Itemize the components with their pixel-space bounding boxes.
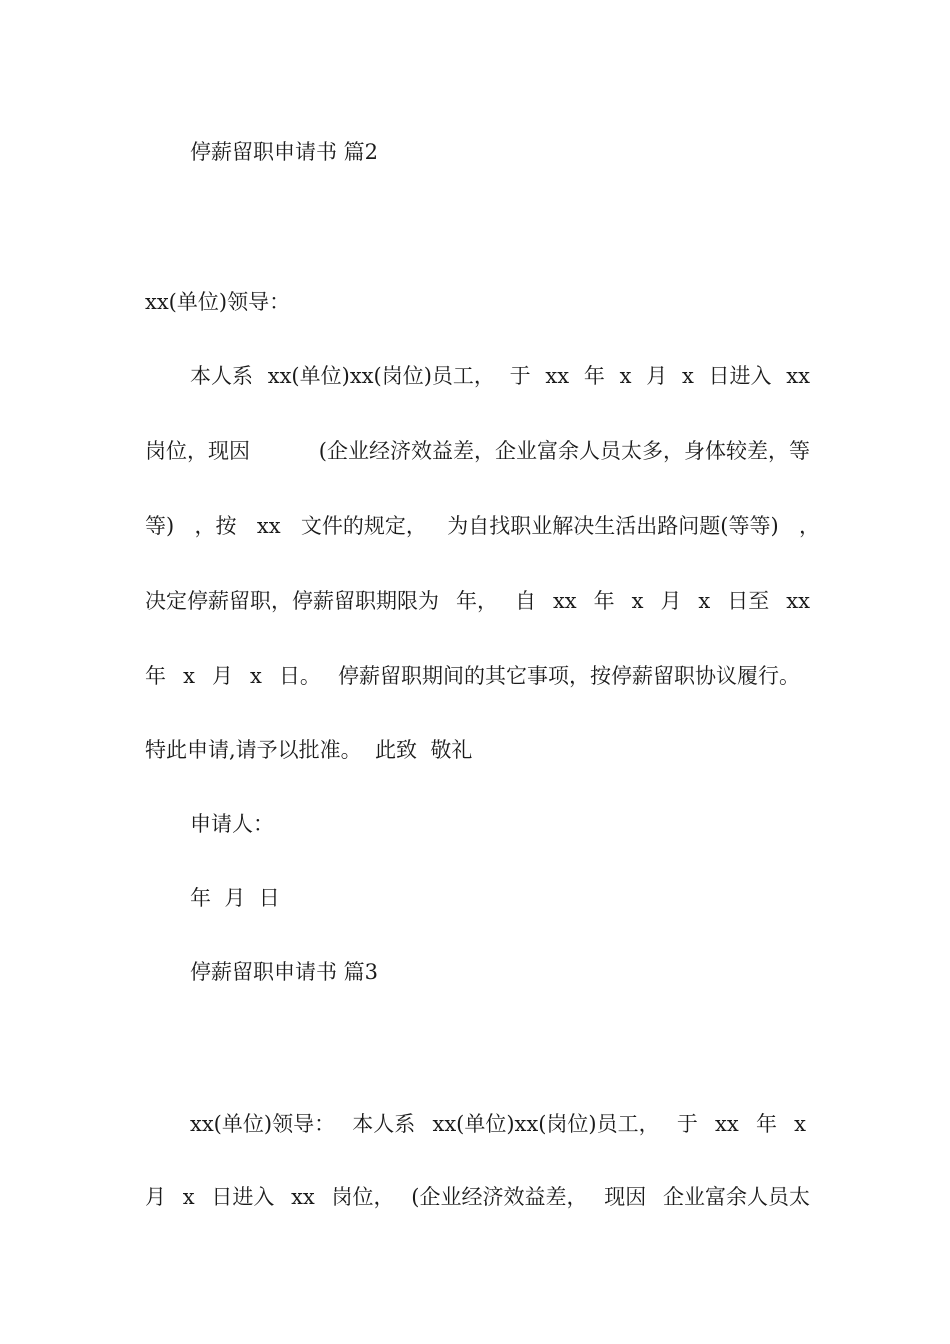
body-line-2: [145, 437, 810, 465]
text-run: x: [794, 1112, 806, 1136]
text-run: 本人系: [352, 1112, 416, 1136]
text-run: 年: [145, 664, 166, 688]
text-run: 日至: [727, 589, 770, 613]
body-line-5: [145, 662, 800, 690]
text-run: 岗位，现因: [145, 439, 250, 463]
salutation: xx(单位)领导：: [145, 290, 291, 314]
text-run: x: [619, 364, 632, 388]
section-heading-3: 停薪留职申请书 篇3: [190, 960, 379, 984]
text-run: x: [631, 589, 644, 613]
text-run: (企业经济效益差，: [411, 1185, 588, 1209]
text-run: 为自找职业解决生活出路问题(等等): [447, 514, 779, 538]
text-run: 日。: [278, 664, 321, 688]
text-run: ，按: [194, 514, 237, 538]
text-run: xx: [256, 514, 281, 538]
text-run: 年，: [455, 589, 498, 613]
text-run: 日进入: [211, 1185, 275, 1209]
text-run: 于: [509, 364, 531, 388]
text-run: xx: [552, 589, 577, 613]
text-run: xx: [715, 1112, 739, 1136]
text-run: 自: [514, 589, 536, 613]
text-run: 月: [660, 589, 682, 613]
text-run: xx(单位)xx(岗位)员工，: [432, 1112, 660, 1136]
text-run: xx: [786, 364, 810, 388]
text-run: 年: [755, 1112, 777, 1136]
text-run: 年: [593, 589, 615, 613]
text-run: xx: [545, 364, 570, 388]
text-run: 年: [583, 364, 605, 388]
text-run: 月: [145, 1185, 166, 1209]
applicant-label: 申请人：: [190, 812, 274, 836]
date-line: 年 月 日: [190, 886, 280, 910]
text-run: 企业富余人员太: [662, 1185, 810, 1209]
text-run: 岗位，: [331, 1185, 395, 1209]
text-run: x: [681, 364, 694, 388]
text-run: x: [250, 664, 262, 688]
text-run: 决定停薪留职，停薪留职期限为: [145, 589, 439, 613]
text-run: xx: [291, 1185, 315, 1209]
text-run: x: [183, 664, 195, 688]
body-line-1: [190, 362, 810, 390]
text-run: 现因: [604, 1185, 647, 1209]
text-run: xx(单位)xx(岗位)员工，: [267, 364, 495, 388]
text-run: 日进入: [708, 364, 772, 388]
text-run: xx: [786, 589, 810, 613]
text-run: 本人系: [190, 364, 253, 388]
text-run: 月: [646, 364, 668, 388]
text-run: (企业经济效益差，企业富余人员太多，身体较差，等: [318, 439, 810, 463]
body-line-4: [145, 587, 810, 615]
text-run: 于: [676, 1112, 698, 1136]
text-run: 等): [145, 514, 175, 538]
text-run: x: [698, 589, 711, 613]
text-run: 月: [211, 664, 233, 688]
text-run: 文件的规定，: [300, 514, 427, 538]
text-run: 停薪留职期间的其它事项，按停薪留职协议履行。: [338, 664, 800, 688]
body-line-6: [190, 1110, 806, 1138]
text-run: xx(单位)领导：: [190, 1112, 336, 1136]
closing-line: 特此申请,请予以批准。 此致 敬礼: [145, 738, 473, 762]
section-heading-2: 停薪留职申请书 篇2: [190, 140, 379, 164]
text-run: x: [182, 1185, 195, 1209]
body-line-3: [145, 512, 820, 540]
text-run: ，: [799, 514, 820, 538]
body-line-7: [145, 1183, 810, 1211]
